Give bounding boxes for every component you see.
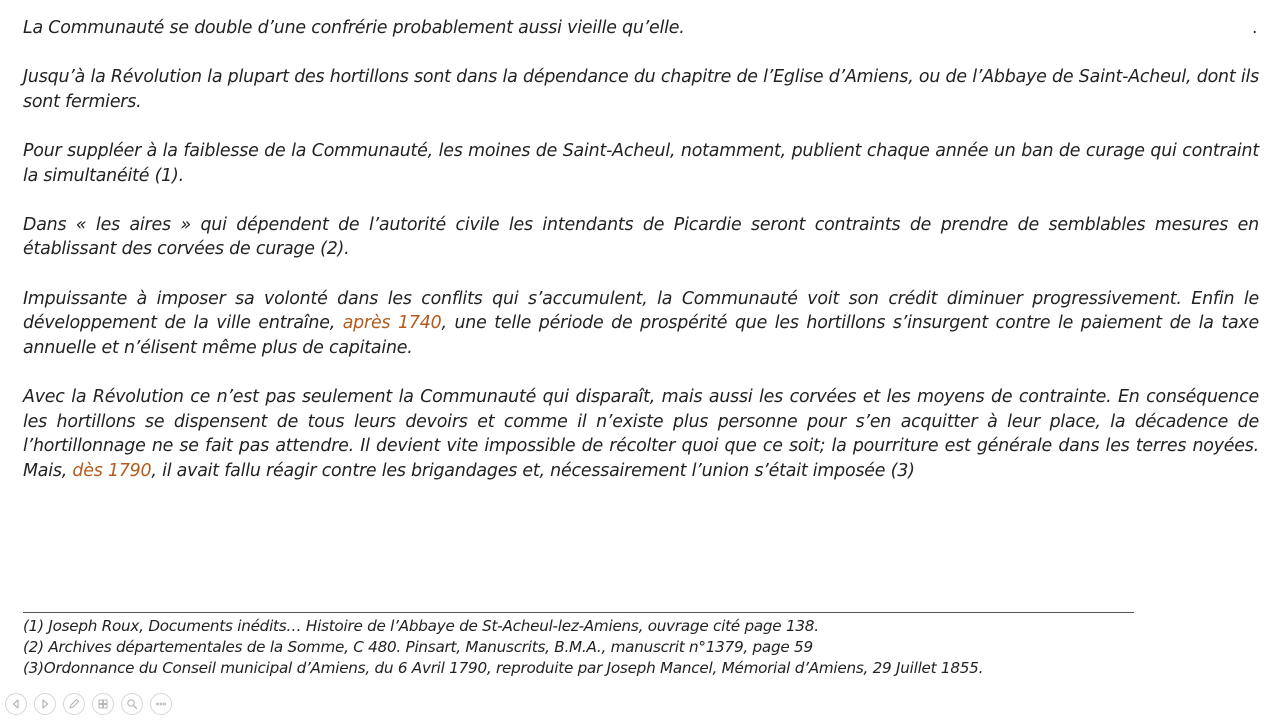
paragraph-revolution-disparition <box>23 385 1259 483</box>
slides-grid-button[interactable] <box>92 693 114 715</box>
paragraph-ban-de-curage: Pour suppléer à la faiblesse de la Communauté, les moines de Saint-Acheul, notamment, publient chaque année un ban de curage qui contraint la simultanéité (1). <box>23 140 1259 186</box>
paragraph-text-segment: Avec la Révolution ce n’est pas seulement la Communauté qui disparaît, mais aussi les corvées et les moyens de contrainte. En conséquence les hortillons se dispensent de tous leurs devoirs et comme il n’existe plus personne pour s’en acquitter à leur place, la décadence de l’hortillonnage ne se fait pas attendre. Il devient vite impossible de récolter quoi que ce soit; la pourriture est générale dans les terres noyées. Mais, <box>23 386 1259 481</box>
link-apres-1740[interactable]: après 1740 <box>342 313 442 334</box>
footnote-2: (2) Archives départementales de la Somme, C 480. Pinsart, Manuscrits, B.M.A., manuscrit n°1379, page 59 <box>23 638 813 656</box>
previous-slide-button[interactable] <box>5 693 27 715</box>
next-slide-button[interactable] <box>34 693 56 715</box>
footnote-3: (3)Ordonnance du Conseil municipal d’Amiens, du 6 Avril 1790, reproduite par Joseph Mancel, Mémorial d’Amiens, 29 Juillet 1855. <box>23 659 984 677</box>
paragraph-credit-diminue <box>23 287 1259 361</box>
presentation-toolbar <box>5 693 172 715</box>
more-options-icon <box>154 697 168 711</box>
stray-mark: . <box>1252 18 1258 38</box>
slides-grid-icon <box>96 697 110 711</box>
paragraph-corvees-de-curage: Dans « les aires » qui dépendent de l’autorité civile les intendants de Picardie seront contraints de prendre de semblables mesures en établissant des corvées de curage (2). <box>23 214 1259 260</box>
link-des-1790[interactable]: dès 1790 <box>72 460 152 481</box>
zoom-button[interactable] <box>121 693 143 715</box>
body-text <box>23 16 1259 508</box>
pen-icon <box>67 697 81 711</box>
more-options-button[interactable] <box>150 693 172 715</box>
zoom-icon <box>125 697 139 711</box>
paragraph-text-segment: Impuissante à imposer sa volonté dans les conflits qui s’accumulent, la Communauté voit son crédit diminuer progressivement. Enfin le développement de la ville entraîne, <box>23 288 1259 334</box>
paragraph-revolution-dependance: Jusqu’à la Révolution la plupart des hortillons sont dans la dépendance du chapitre de l’Eglise d’Amiens, ou de l’Abbaye de Saint-Acheul, dont ils sont fermiers. <box>23 67 1259 112</box>
paragraph-text-segment: , il avait fallu réagir contre les brigandages et, nécessairement l’union s’était imposée (3) <box>151 460 915 481</box>
footnote-1: (1) Joseph Roux, Documents inédits… Histoire de l’Abbaye de St-Acheul-lez-Amiens, ouvrage cité page 138. <box>23 617 819 635</box>
footnote-divider <box>23 612 1134 613</box>
paragraph-text-segment: , une telle période de prospérité que les hortillons s’insurgent contre le paiement de la taxe annuelle et n’élisent même plus de capitaine. <box>23 313 1259 358</box>
next-slide-icon <box>38 697 52 711</box>
previous-slide-icon <box>9 697 23 711</box>
pen-button[interactable] <box>63 693 85 715</box>
paragraph-confrerie: La Communauté se double d’une confrérie probablement aussi vieille qu’elle. <box>23 18 685 38</box>
footnotes <box>23 616 1223 679</box>
